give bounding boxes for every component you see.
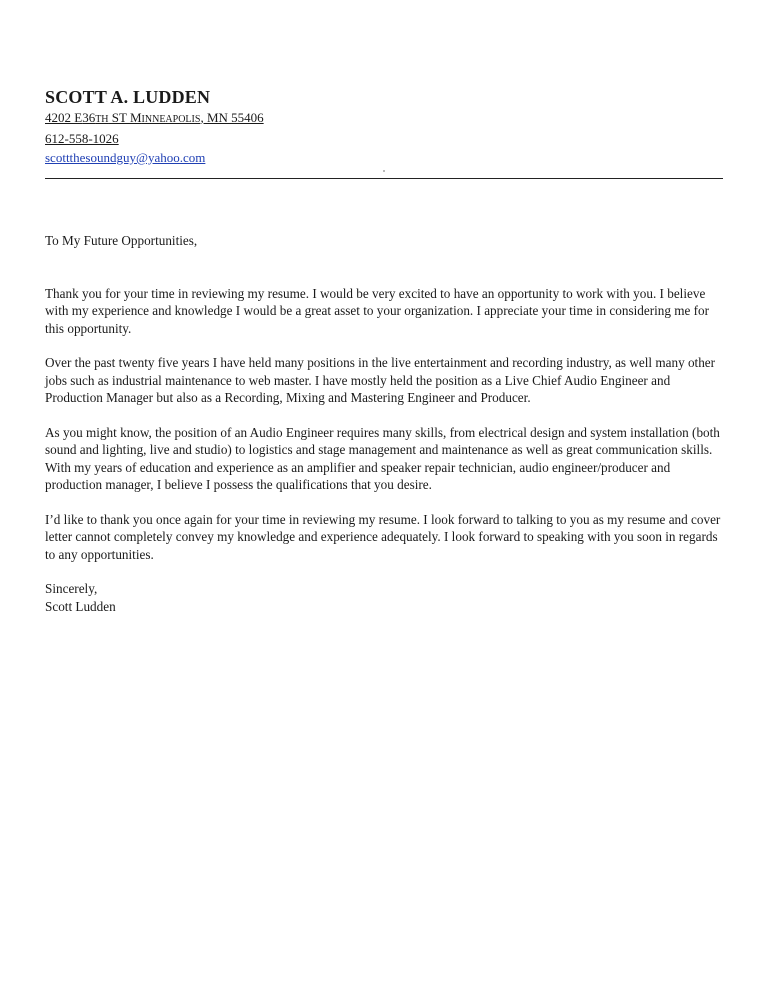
stray-mark (383, 170, 385, 172)
address-part: INNEAPOLIS (141, 114, 201, 125)
paragraph-1: Thank you for your time in reviewing my resume. I would be very excited to have an opportunity to work with you. I believe with my experience and knowledge I would be a great asset to your organization. I appreciate your time in considering me for this opportunity. (45, 285, 710, 336)
letter-body (45, 232, 725, 615)
paragraph-4: I’d like to thank you once again for your time in reviewing my resume. I look forward to talking to you as my resume and cover letter cannot completely convey my knowledge and experience adequately. I look forward to speaking with you soon in regards to any opportunities. (45, 511, 721, 562)
address-part: ST M (108, 110, 142, 125)
address-part: TH (95, 114, 109, 125)
sender-email-link[interactable]: scottthesoundguy@yahoo.com (45, 150, 206, 165)
header-divider (45, 178, 723, 179)
address-part: 36 (82, 110, 96, 125)
signature: Scott Ludden (45, 598, 116, 614)
letter-page (45, 86, 723, 614)
salutation: To My Future Opportunities, (45, 233, 198, 248)
sender-address (45, 108, 723, 129)
paragraph-3: As you might know, the position of an Audio Engineer requires many skills, from electrical design and system installation (both sound and lighting, live and studio) to logistics and stage management and maintenance as well as great communication skills. With my years of education and experience as an amplifier and speaker repair technician, audio engineer/producer and production manager, I believe I possess the qualifications that you desire. (45, 424, 720, 492)
address-part: , MN 55406 (200, 110, 264, 125)
closing: Sincerely, (45, 581, 98, 596)
address-part: 4202 E (45, 110, 83, 125)
paragraph-2: Over the past twenty five years I have held many positions in the live entertainment and recording industry, as well many other jobs such as industrial maintenance to web master. I have mostly held the position as a Live Chief Audio Engineer and Production Manager but also as a Recording, Mixing and Mastering Engineer and Producer. (45, 355, 716, 405)
sender-phone: 612-558-1026 (45, 131, 119, 146)
sender-name: SCOTT A. LUDDEN (45, 87, 211, 107)
